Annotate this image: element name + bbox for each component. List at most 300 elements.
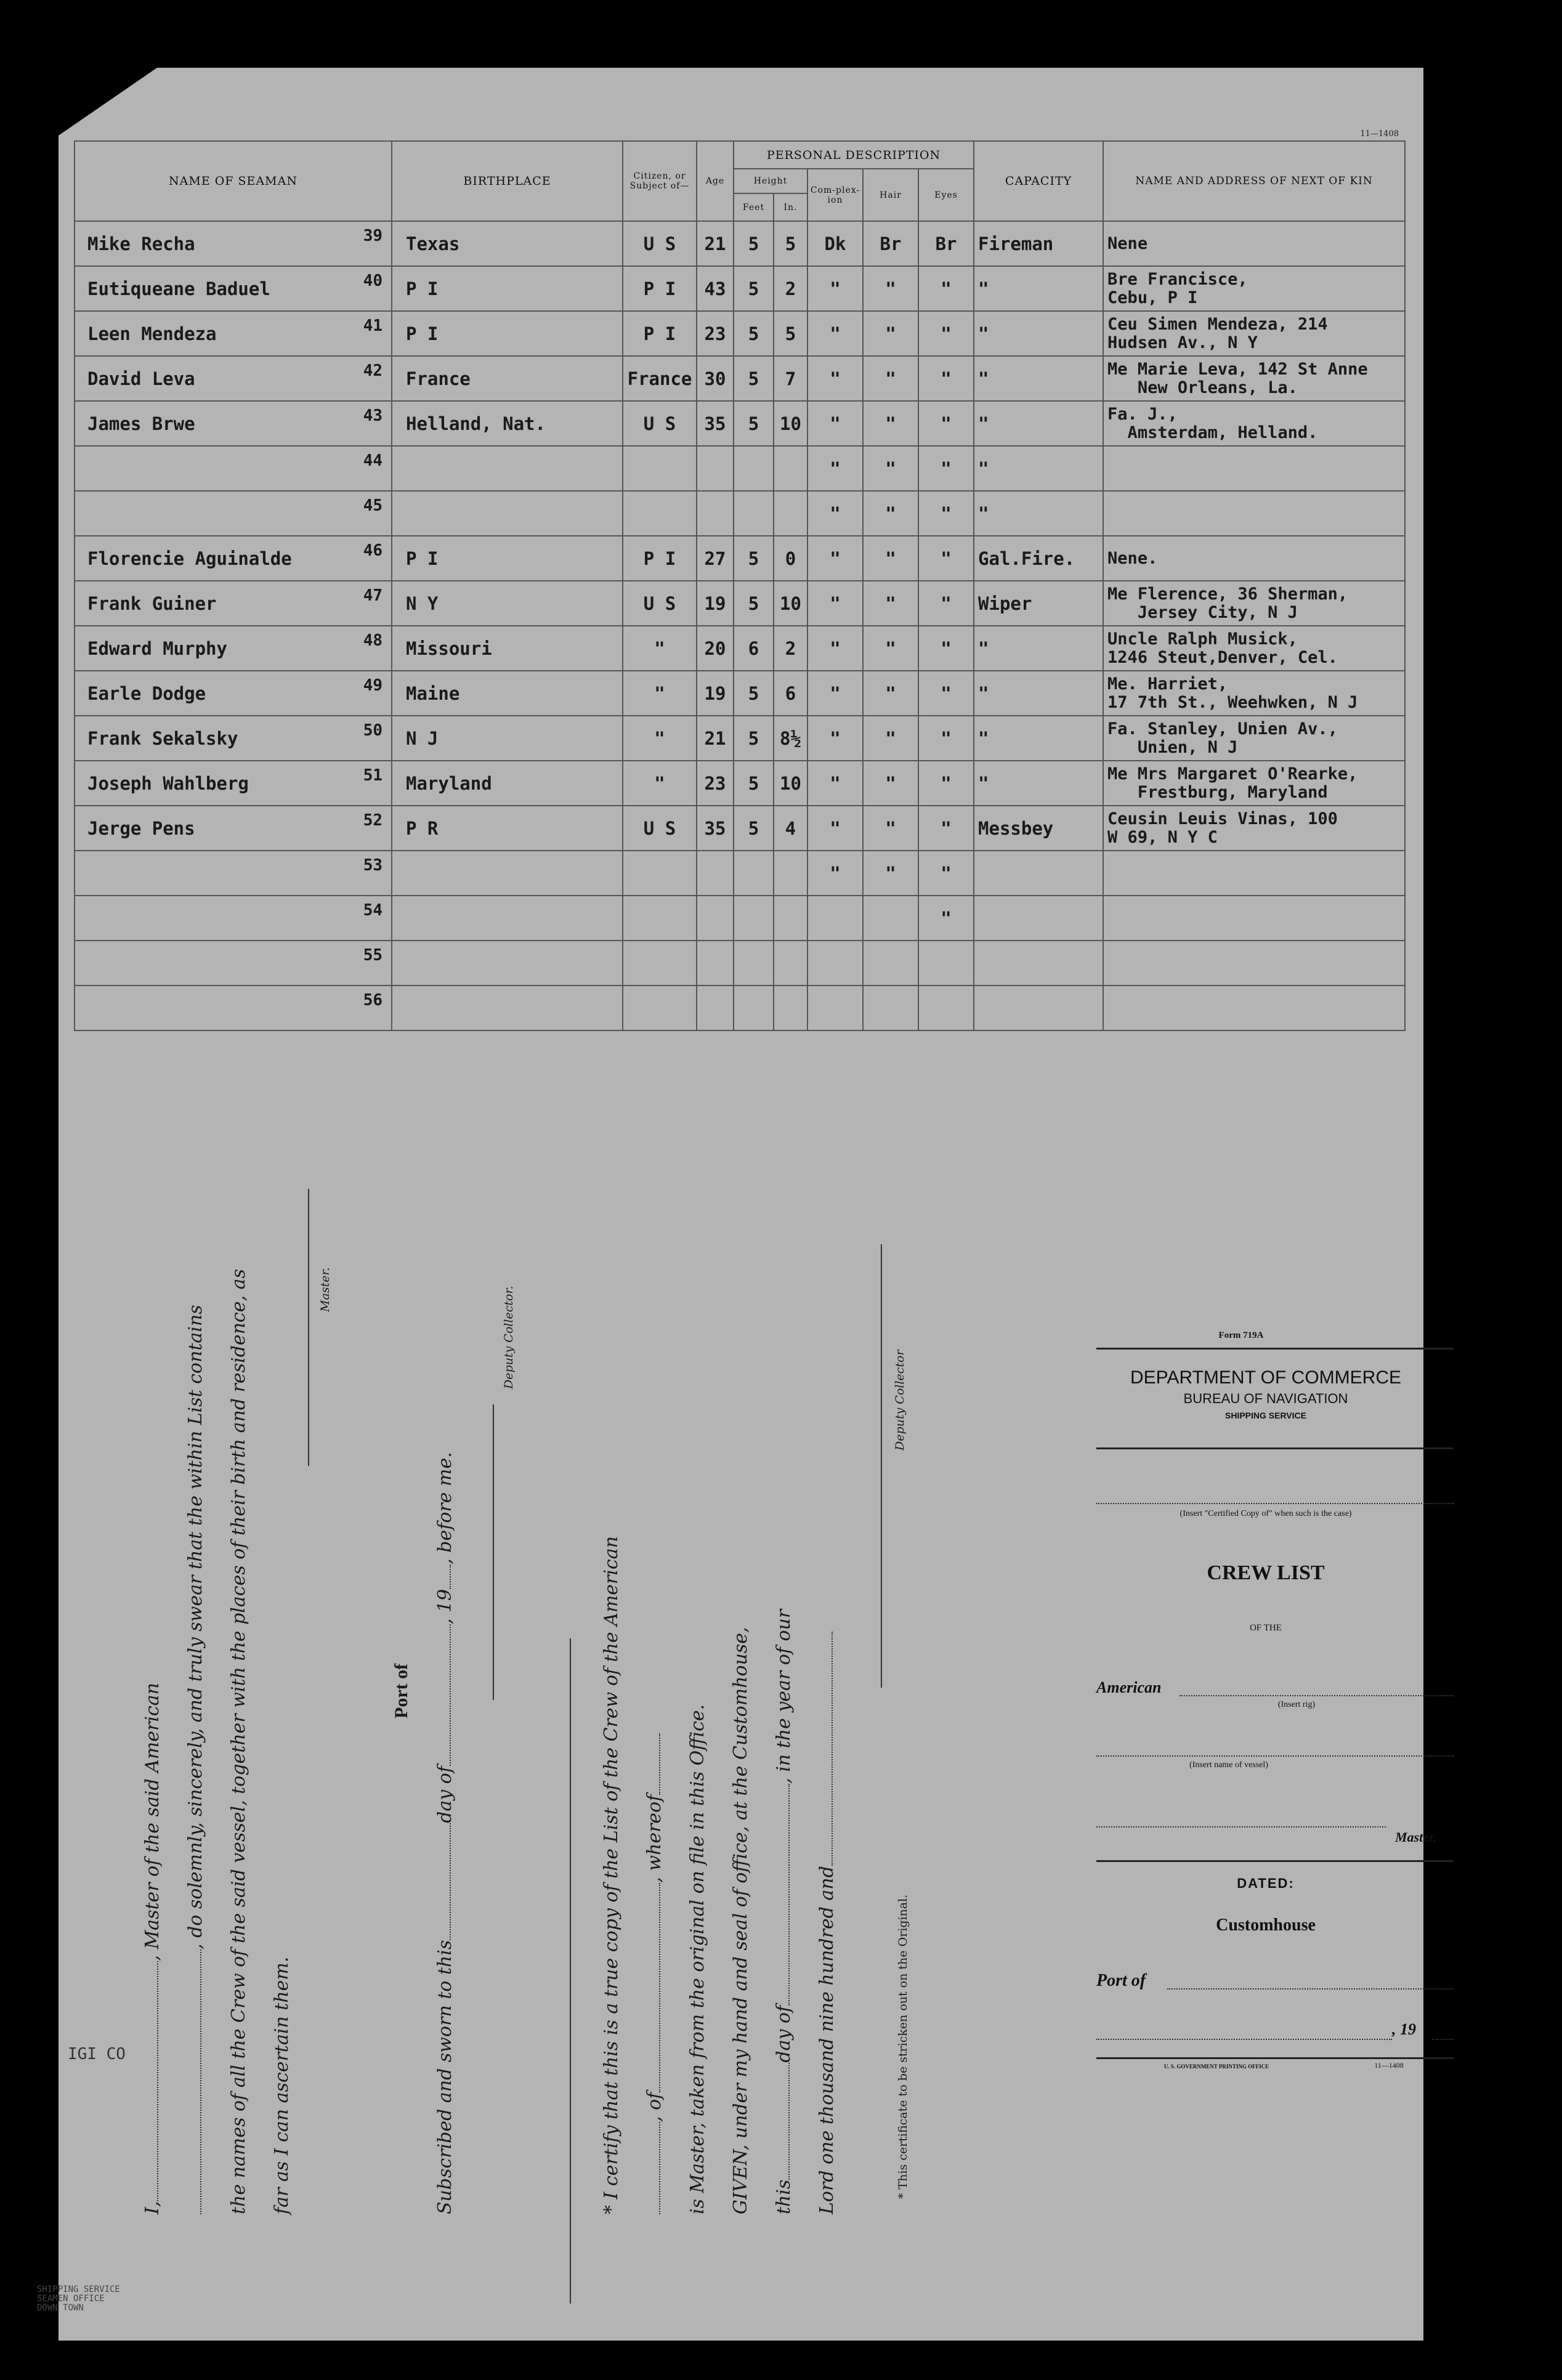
- cover-insert-rig: (Insert rig): [1277, 1700, 1316, 1709]
- cell-eyes: ": [918, 626, 974, 671]
- seaman-name-cell: [75, 491, 392, 536]
- cell-inches: 10: [774, 761, 807, 806]
- cell-feet: 5: [734, 716, 774, 761]
- crew-list-sheet: [59, 68, 1437, 2341]
- crew-row: [75, 401, 1405, 446]
- cell-hair: [863, 941, 918, 986]
- certify-deputy-label: Deputy Collector: [893, 1350, 907, 1451]
- seaman-name: David Leva: [87, 368, 195, 389]
- crew-row: [75, 851, 1405, 896]
- seaman-name-cell: [75, 401, 392, 446]
- cell-capacity: ": [974, 761, 1103, 806]
- cell-kin: Ceusin Leuis Vinas, 100 W 69, N Y C: [1103, 806, 1405, 851]
- cell-capacity: Wiper: [974, 581, 1103, 626]
- crew-row: [75, 761, 1405, 806]
- cell-birthplace: [392, 446, 623, 491]
- seaman-name: Florencie Aguinalde: [87, 548, 292, 569]
- cell-age: [697, 491, 734, 536]
- cell-hair: ": [863, 671, 918, 716]
- cell-citizen: ": [623, 626, 697, 671]
- row-number: 44: [363, 451, 382, 470]
- cell-inches: 0: [774, 536, 807, 581]
- cell-feet: 5: [734, 221, 774, 266]
- cell-capacity: ": [974, 401, 1103, 446]
- cell-kin: Nene.: [1103, 536, 1405, 581]
- cell-eyes: Br: [918, 221, 974, 266]
- cover-year-line: [1432, 2039, 1454, 2040]
- cell-birthplace: Texas: [392, 221, 623, 266]
- seaman-name-cell: [75, 581, 392, 626]
- cell-complexion: ": [807, 581, 863, 626]
- cell-inches: [774, 491, 807, 536]
- header-inches: In.: [774, 193, 807, 221]
- cover-master: Master.: [1395, 1829, 1437, 1845]
- cell-age: 20: [697, 626, 734, 671]
- cell-inches: [774, 896, 807, 941]
- cell-inches: 10: [774, 401, 807, 446]
- cell-hair: ": [863, 626, 918, 671]
- seaman-name: Eutiqueane Baduel: [87, 278, 270, 299]
- row-number: 40: [363, 272, 382, 290]
- cell-kin: Fa. J., Amsterdam, Helland.: [1103, 401, 1405, 446]
- cell-eyes: ": [918, 851, 974, 896]
- header-next-of-kin: NAME AND ADDRESS OF NEXT OF KIN: [1103, 141, 1405, 221]
- cell-feet: [734, 491, 774, 536]
- cell-eyes: ": [918, 806, 974, 851]
- cell-complexion: ": [807, 491, 863, 536]
- seaman-name-cell: [75, 311, 392, 356]
- seaman-name-cell: [75, 941, 392, 986]
- certify-line-2: , of, whereof: [644, 1733, 665, 2214]
- cell-inches: [774, 986, 807, 1030]
- cell-kin: Fa. Stanley, Unien Av., Unien, N J: [1103, 716, 1405, 761]
- crew-row: [75, 896, 1405, 941]
- cover-port-of: Port of: [1096, 1971, 1146, 1990]
- cell-feet: 5: [734, 401, 774, 446]
- certificate-strike-line: [570, 1638, 571, 2304]
- cell-citizen: ": [623, 671, 697, 716]
- cell-capacity: ": [974, 266, 1103, 311]
- cell-capacity: ": [974, 626, 1103, 671]
- cover-of-the: OF THE: [1250, 1623, 1282, 1633]
- master-signature-line: [308, 1189, 309, 1466]
- cell-birthplace: P R: [392, 806, 623, 851]
- cell-age: 23: [697, 761, 734, 806]
- cover-port-line: [1167, 1988, 1454, 1989]
- seaman-name-cell: [75, 446, 392, 491]
- cell-age: [697, 851, 734, 896]
- cell-citizen: U S: [623, 401, 697, 446]
- cell-eyes: ": [918, 446, 974, 491]
- seaman-name-cell: [75, 806, 392, 851]
- crew-row: [75, 311, 1405, 356]
- header-citizen: Citizen, or Subject of—: [623, 141, 697, 221]
- cell-complexion: ": [807, 311, 863, 356]
- cover-year: , 19: [1392, 2020, 1416, 2038]
- header-capacity: CAPACITY: [974, 141, 1103, 221]
- cover-title: CREW LIST: [1207, 1561, 1325, 1584]
- crew-row: [75, 716, 1405, 761]
- cell-eyes: ": [918, 491, 974, 536]
- cell-hair: ": [863, 311, 918, 356]
- cell-eyes: ": [918, 536, 974, 581]
- cell-birthplace: [392, 896, 623, 941]
- cell-birthplace: [392, 851, 623, 896]
- cell-kin: [1103, 941, 1405, 986]
- certify-line-3: is Master, taken from the original on file in this Office.: [687, 1704, 708, 2214]
- cell-citizen: [623, 491, 697, 536]
- cell-birthplace: N J: [392, 716, 623, 761]
- cell-inches: 4: [774, 806, 807, 851]
- seaman-name-cell: [75, 851, 392, 896]
- seaman-name-cell: [75, 266, 392, 311]
- header-age: Age: [697, 141, 734, 221]
- row-number: 45: [363, 496, 382, 515]
- cell-kin: [1103, 986, 1405, 1030]
- cell-inches: 2: [774, 266, 807, 311]
- cover-rig-line: [1180, 1695, 1454, 1696]
- cell-eyes: ": [918, 581, 974, 626]
- cell-feet: 6: [734, 626, 774, 671]
- row-number: 41: [363, 317, 382, 335]
- cell-inches: [774, 851, 807, 896]
- crew-row: [75, 446, 1405, 491]
- header-hair: Hair: [863, 169, 918, 221]
- oath-port-of: Port of: [391, 1663, 411, 1718]
- cell-inches: 5: [774, 311, 807, 356]
- header-feet: Feet: [734, 193, 774, 221]
- cover-lower-rule: [1096, 1860, 1454, 1862]
- cell-kin: [1103, 851, 1405, 896]
- cell-age: 19: [697, 671, 734, 716]
- cell-citizen: U S: [623, 221, 697, 266]
- crew-row: [75, 941, 1405, 986]
- cell-capacity: [974, 986, 1103, 1030]
- cell-capacity: Gal.Fire.: [974, 536, 1103, 581]
- cell-kin: Nene: [1103, 221, 1405, 266]
- cell-feet: 5: [734, 806, 774, 851]
- cell-hair: ": [863, 761, 918, 806]
- cell-inches: 8½: [774, 716, 807, 761]
- cell-inches: [774, 446, 807, 491]
- cell-hair: ": [863, 446, 918, 491]
- oath-line-2: , do solemnly, sincerely, and truly swear that the within List contains: [185, 1305, 206, 2214]
- seaman-name-cell: [75, 986, 392, 1030]
- cell-eyes: ": [918, 311, 974, 356]
- crew-row: [75, 491, 1405, 536]
- cell-complexion: ": [807, 536, 863, 581]
- cell-capacity: Messbey: [974, 806, 1103, 851]
- cover-certified-line: [1096, 1503, 1454, 1504]
- cell-hair: ": [863, 536, 918, 581]
- cell-eyes: ": [918, 761, 974, 806]
- cell-eyes: ": [918, 716, 974, 761]
- cover-american: American: [1096, 1678, 1162, 1696]
- cell-capacity: Fireman: [974, 221, 1103, 266]
- cover-date-line: [1096, 2039, 1392, 2040]
- crew-table: [74, 140, 1406, 1031]
- cell-complexion: ": [807, 626, 863, 671]
- cell-capacity: [974, 851, 1103, 896]
- row-number: 42: [363, 362, 382, 380]
- cell-feet: [734, 986, 774, 1030]
- cover-service: SHIPPING SERVICE: [1224, 1411, 1306, 1420]
- cover-mid-rule: [1096, 1447, 1454, 1449]
- cell-feet: 5: [734, 671, 774, 716]
- cell-inches: 6: [774, 671, 807, 716]
- cell-complexion: ": [807, 401, 863, 446]
- row-number: 43: [363, 407, 382, 425]
- cell-inches: 10: [774, 581, 807, 626]
- cell-complexion: ": [807, 671, 863, 716]
- oath-deputy-label: Deputy Collector.: [502, 1285, 516, 1389]
- cell-hair: ": [863, 401, 918, 446]
- cell-eyes: ": [918, 266, 974, 311]
- cell-complexion: ": [807, 266, 863, 311]
- seaman-name-cell: [75, 221, 392, 266]
- cell-complexion: Dk: [807, 221, 863, 266]
- cell-hair: ": [863, 581, 918, 626]
- row-number: 46: [363, 541, 382, 560]
- cell-inches: 2: [774, 626, 807, 671]
- cell-hair: [863, 986, 918, 1030]
- cell-capacity: ": [974, 491, 1103, 536]
- cell-age: 35: [697, 401, 734, 446]
- cell-birthplace: [392, 491, 623, 536]
- cell-birthplace: [392, 941, 623, 986]
- ink-smear: IGI CO: [68, 2045, 126, 2063]
- cell-age: 35: [697, 806, 734, 851]
- seaman-name: Mike Recha: [87, 233, 195, 254]
- cover-top-rule: [1096, 1348, 1454, 1350]
- header-complexion: Com-plex-ion: [807, 169, 863, 221]
- cell-hair: ": [863, 356, 918, 401]
- cell-eyes: ": [918, 896, 974, 941]
- row-number: 47: [363, 586, 382, 605]
- cell-inches: 5: [774, 221, 807, 266]
- certify-line-1: * I certify that this is a true copy of the List of the Crew of the American: [601, 1536, 622, 2214]
- cell-hair: ": [863, 806, 918, 851]
- cover-bottom-rule: [1096, 2057, 1454, 2059]
- cell-inches: [774, 941, 807, 986]
- cell-complexion: ": [807, 761, 863, 806]
- cell-feet: [734, 896, 774, 941]
- cell-age: 21: [697, 716, 734, 761]
- cell-kin: Uncle Ralph Musick, 1246 Steut,Denver, Cel.: [1103, 626, 1405, 671]
- crew-row: [75, 536, 1405, 581]
- seaman-name: Frank Sekalsky: [87, 727, 238, 749]
- cell-citizen: P I: [623, 536, 697, 581]
- row-number: 51: [363, 766, 382, 785]
- cell-inches: 7: [774, 356, 807, 401]
- cell-complexion: [807, 986, 863, 1030]
- cell-hair: ": [863, 266, 918, 311]
- cell-hair: ": [863, 491, 918, 536]
- seaman-name: Earle Dodge: [87, 682, 206, 704]
- seaman-name-cell: [75, 671, 392, 716]
- cell-age: 23: [697, 311, 734, 356]
- cell-age: 21: [697, 221, 734, 266]
- row-number: 52: [363, 811, 382, 830]
- cell-eyes: ": [918, 401, 974, 446]
- seaman-name-cell: [75, 716, 392, 761]
- cell-birthplace: Missouri: [392, 626, 623, 671]
- cell-kin: Me Flerence, 36 Sherman, Jersey City, N J: [1103, 581, 1405, 626]
- crew-row: [75, 671, 1405, 716]
- seaman-name: Leen Mendeza: [87, 323, 217, 344]
- row-number: 55: [363, 946, 382, 965]
- cell-age: [697, 941, 734, 986]
- row-number: 54: [363, 901, 382, 920]
- cover-insert-name: (Insert name of vessel): [1189, 1760, 1268, 1770]
- cell-complexion: [807, 896, 863, 941]
- cell-age: 43: [697, 266, 734, 311]
- certify-line-5: thisday of, in the year of our: [773, 1609, 795, 2214]
- crew-row: [75, 356, 1405, 401]
- row-number: 50: [363, 721, 382, 740]
- cell-eyes: ": [918, 671, 974, 716]
- cell-birthplace: France: [392, 356, 623, 401]
- seaman-name: Edward Murphy: [87, 638, 227, 659]
- oath-line-3: the names of all the Crew of the said vessel, together with the places of their birth and residence, as: [228, 1269, 249, 2214]
- cover-bureau: BUREAU OF NAVIGATION: [1183, 1391, 1348, 1406]
- cell-feet: 5: [734, 356, 774, 401]
- certify-footnote: * This certificate to be stricken out on the Original.: [896, 1894, 910, 2199]
- cell-kin: Me. Harriet, 17 7th St., Weehwken, N J: [1103, 671, 1405, 716]
- cell-birthplace: N Y: [392, 581, 623, 626]
- cell-citizen: [623, 446, 697, 491]
- crew-row: [75, 221, 1405, 266]
- header-height: Height: [734, 169, 807, 193]
- cell-complexion: ": [807, 851, 863, 896]
- row-number: 49: [363, 676, 382, 695]
- cell-complexion: ": [807, 446, 863, 491]
- cell-citizen: [623, 851, 697, 896]
- cell-age: [697, 896, 734, 941]
- cell-eyes: ": [918, 356, 974, 401]
- cell-citizen: ": [623, 716, 697, 761]
- seaman-name: James Brwe: [87, 413, 195, 434]
- seaman-name-cell: [75, 761, 392, 806]
- cell-age: 30: [697, 356, 734, 401]
- cell-kin: Me Marie Leva, 142 St Anne New Orleans, La.: [1103, 356, 1405, 401]
- cell-kin: Bre Francisce, Cebu, P I: [1103, 266, 1405, 311]
- seaman-name: Jerge Pens: [87, 817, 195, 839]
- row-number: 53: [363, 856, 382, 875]
- cell-kin: [1103, 491, 1405, 536]
- cell-kin: Ceu Simen Mendeza, 214 Hudsen Av., N Y: [1103, 311, 1405, 356]
- cell-hair: Br: [863, 221, 918, 266]
- oath-line-4: far as I can ascertain them.: [271, 1956, 293, 2214]
- cover-vessel-line: [1096, 1755, 1454, 1757]
- cell-kin: [1103, 896, 1405, 941]
- cell-capacity: [974, 941, 1103, 986]
- cell-capacity: ": [974, 356, 1103, 401]
- cell-citizen: U S: [623, 581, 697, 626]
- seaman-name-cell: [75, 536, 392, 581]
- cell-citizen: P I: [623, 266, 697, 311]
- oath-line-1: I,, Master of the said American: [142, 1683, 163, 2214]
- cover-form-number: Form 719A: [1218, 1330, 1264, 1340]
- cell-feet: [734, 446, 774, 491]
- cell-birthplace: [392, 986, 623, 1030]
- cell-feet: 5: [734, 266, 774, 311]
- certify-line-4: GIVEN, under my hand and seal of office, at the Customhouse,: [730, 1627, 751, 2214]
- cell-age: 27: [697, 536, 734, 581]
- cover-master-line: [1096, 1826, 1386, 1827]
- certify-line-6: Lord one thousand nine hundred and: [816, 1632, 838, 2214]
- cell-feet: 5: [734, 761, 774, 806]
- seaman-name: Joseph Wahlberg: [87, 772, 249, 794]
- cell-age: 19: [697, 581, 734, 626]
- deputy-signature-line-2: [881, 1244, 882, 1688]
- cell-birthplace: Maine: [392, 671, 623, 716]
- header-personal-description: PERSONAL DESCRIPTION: [734, 141, 974, 169]
- crew-row: [75, 266, 1405, 311]
- crew-row: [75, 986, 1405, 1030]
- cell-feet: 5: [734, 311, 774, 356]
- cell-eyes: [918, 941, 974, 986]
- cell-complexion: ": [807, 356, 863, 401]
- cell-feet: 5: [734, 581, 774, 626]
- crew-row: [75, 806, 1405, 851]
- cell-citizen: P I: [623, 311, 697, 356]
- cell-complexion: ": [807, 716, 863, 761]
- form-number-top: 11—1408: [1360, 129, 1399, 139]
- cell-hair: [863, 896, 918, 941]
- cell-feet: [734, 941, 774, 986]
- cell-capacity: ": [974, 446, 1103, 491]
- cell-eyes: [918, 986, 974, 1030]
- cover-dated: DATED:: [1237, 1876, 1295, 1891]
- row-number: 48: [363, 631, 382, 650]
- cover-customhouse: Customhouse: [1216, 1916, 1316, 1935]
- office-stamp: SHIPPING SERVICE SEAMEN OFFICE DOWN TOWN: [37, 2285, 120, 2313]
- seaman-name-cell: [75, 896, 392, 941]
- cell-birthplace: Helland, Nat.: [392, 401, 623, 446]
- cell-kin: [1103, 446, 1405, 491]
- cover-department: DEPARTMENT OF COMMERCE: [1130, 1367, 1402, 1388]
- cover-printing-number: 11—1408: [1374, 2061, 1404, 2070]
- row-number: 39: [363, 227, 382, 245]
- cell-citizen: [623, 986, 697, 1030]
- cell-birthplace: P I: [392, 266, 623, 311]
- oath-master-label: Master.: [318, 1267, 332, 1312]
- cell-capacity: [974, 896, 1103, 941]
- header-birthplace: BIRTHPLACE: [392, 141, 623, 221]
- cell-kin: Me Mrs Margaret O'Rearke, Frestburg, Maryland: [1103, 761, 1405, 806]
- header-eyes: Eyes: [918, 169, 974, 221]
- cell-age: [697, 446, 734, 491]
- cell-complexion: ": [807, 806, 863, 851]
- cell-hair: ": [863, 716, 918, 761]
- cell-citizen: [623, 941, 697, 986]
- cell-capacity: ": [974, 671, 1103, 716]
- crew-row: [75, 626, 1405, 671]
- seaman-name-cell: [75, 356, 392, 401]
- cell-citizen: France: [623, 356, 697, 401]
- seaman-name: Frank Guiner: [87, 593, 217, 614]
- cell-complexion: [807, 941, 863, 986]
- cover-printing-office: U. S. GOVERNMENT PRINTING OFFICE: [1163, 2063, 1269, 2070]
- cell-hair: ": [863, 851, 918, 896]
- deputy-signature-line-1: [493, 1404, 494, 1700]
- cover-insert-copy: (Insert "Certified Copy of" when such is the case): [1180, 1509, 1352, 1518]
- cell-feet: 5: [734, 536, 774, 581]
- cell-age: [697, 986, 734, 1030]
- row-number: 56: [363, 991, 382, 1010]
- cell-citizen: U S: [623, 806, 697, 851]
